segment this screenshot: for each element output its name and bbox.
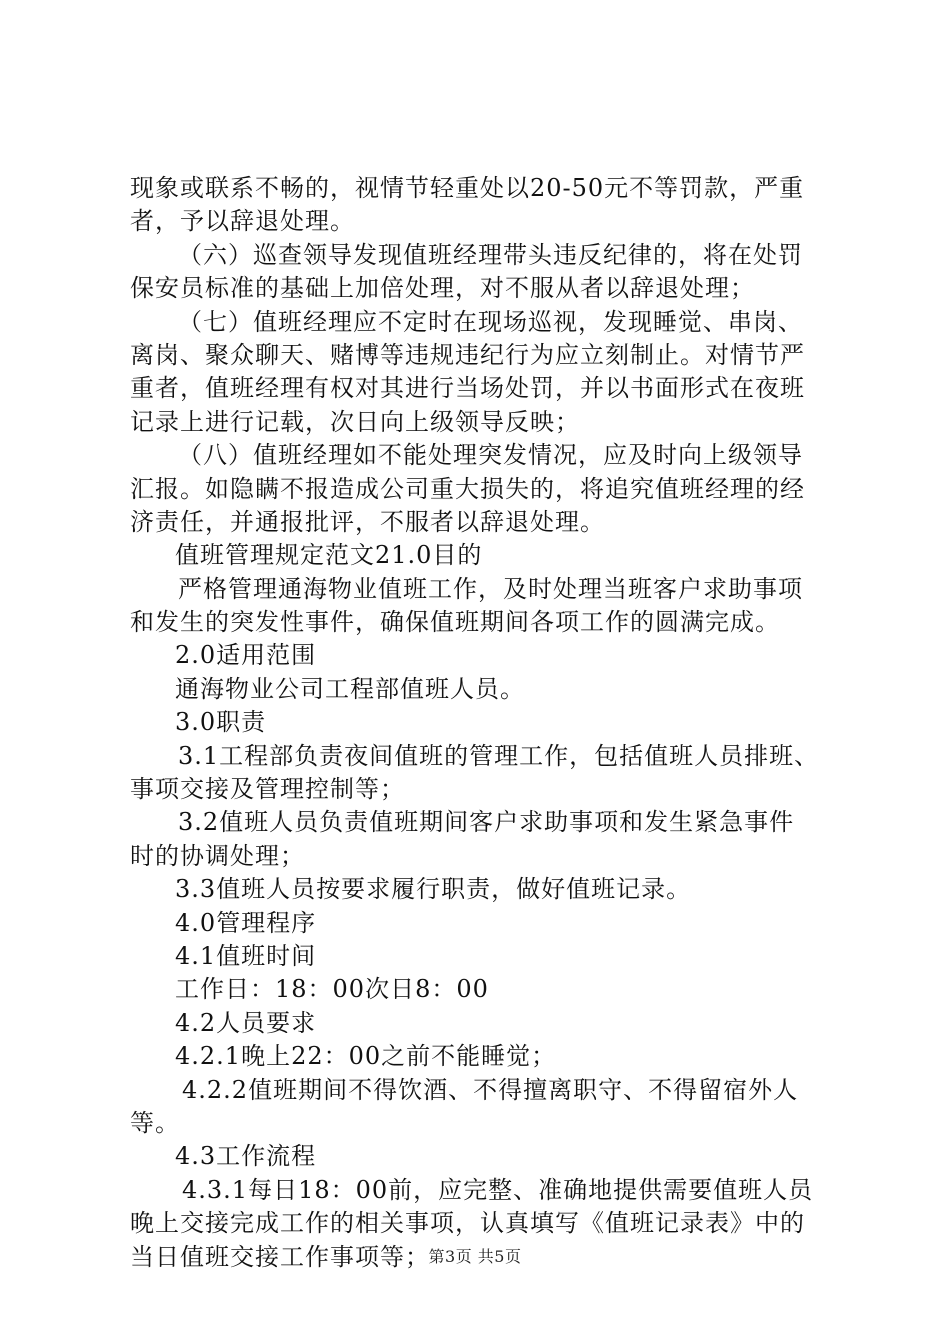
- section-heading: 2.0适用范围: [175, 641, 317, 670]
- text-line: 现象或联系不畅的，视情节轻重处以20-50元不等罚款，严重: [130, 174, 805, 202]
- text-line: （八）值班经理如不能处理突发情况，应及时向上级领导: [178, 441, 803, 470]
- section-heading: 值班管理规定范文21.0目的: [175, 541, 483, 570]
- text-line: 3.1工程部负责夜间值班的管理工作，包括值班人员排班、: [178, 741, 820, 770]
- document-body: [130, 172, 830, 1274]
- text-line: 等。: [130, 1108, 180, 1137]
- text-line: 时的协调处理；: [130, 841, 305, 870]
- section-heading: 4.3工作流程: [175, 1142, 317, 1171]
- page-footer: 第3页 共5页: [428, 1247, 522, 1266]
- section-heading: 4.0管理程序: [175, 908, 317, 937]
- text-line: 者，予以辞退处理。: [130, 207, 355, 236]
- text-line: 离岗、聚众聊天、赌博等违规违纪行为应立刻制止。对情节严: [130, 340, 805, 369]
- section-heading: 3.0职责: [175, 708, 267, 737]
- text-line: 3.2值班人员负责值班期间客户求助事项和发生紧急事件: [178, 808, 795, 837]
- text-line: 4.3.1每日18：00前，应完整、准确地提供需要值班人员: [182, 1175, 814, 1204]
- text-line: 当日值班交接工作事项等；: [130, 1242, 430, 1271]
- text-line: 和发生的突发性事件，确保值班期间各项工作的圆满完成。: [130, 608, 780, 637]
- text-line: （七）值班经理应不定时在现场巡视，发现睡觉、串岗、: [178, 307, 803, 336]
- text-line: 4.2.2值班期间不得饮酒、不得擅离职守、不得留宿外人: [182, 1075, 799, 1104]
- text-line: 重者，值班经理有权对其进行当场处罚，并以书面形式在夜班: [130, 374, 805, 403]
- text-line: 事项交接及管理控制等；: [130, 775, 405, 804]
- text-line: 通海物业公司工程部值班人员。: [175, 674, 525, 703]
- text-line: 济责任，并通报批评，不服者以辞退处理。: [130, 507, 605, 536]
- text-line: 汇报。如隐瞒不报造成公司重大损失的，将追究值班经理的经: [130, 474, 805, 503]
- text-line: 工作日：18：00次日8：00: [175, 975, 489, 1004]
- text-line: 3.3值班人员按要求履行职责，做好值班记录。: [175, 875, 692, 904]
- text-line: 严格管理通海物业值班工作，及时处理当班客户求助事项: [178, 574, 803, 603]
- text-line: （六）巡查领导发现值班经理带头违反纪律的，将在处罚: [178, 240, 803, 269]
- section-heading: 4.2人员要求: [175, 1008, 317, 1037]
- section-heading: 4.1值班时间: [175, 941, 317, 970]
- text-line: 晚上交接完成工作的相关事项，认真填写《值班记录表》中的: [130, 1209, 805, 1238]
- text-line: 保安员标准的基础上加倍处理，对不服从者以辞退处理；: [130, 274, 755, 303]
- text-line: 记录上进行记载，次日向上级领导反映；: [130, 407, 580, 436]
- text-line: 4.2.1晚上22：00之前不能睡觉；: [175, 1042, 557, 1071]
